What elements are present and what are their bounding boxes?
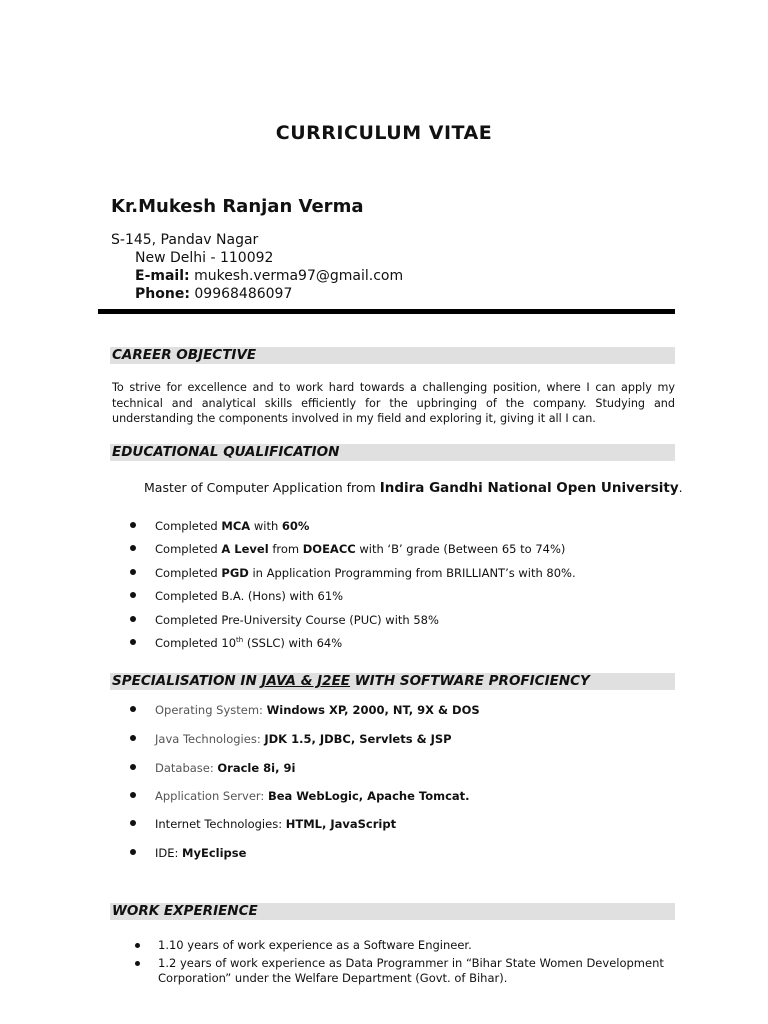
bullet-icon xyxy=(130,569,136,575)
bullet-icon xyxy=(130,639,136,645)
phone-value: 09968486097 xyxy=(194,286,293,302)
education-item: Completed B.A. (Hons) with 61% xyxy=(130,589,343,603)
work-item: 1.2 years of work experience as Data Programmer in “Bihar State Women Development Corporation” under the Welfare Department (Govt. of Bihar). xyxy=(135,956,675,986)
skill-item: Operating System: Windows XP, 2000, NT, 9X & DOS xyxy=(130,703,480,717)
education-item: Completed Pre-University Course (PUC) with 58% xyxy=(130,613,439,627)
work-item: 1.10 years of work experience as a Software Engineer. xyxy=(135,938,675,953)
skill-item: Java Technologies: JDK 1.5, JDBC, Servlets & JSP xyxy=(130,732,452,746)
skill-item: Application Server: Bea WebLogic, Apache Tomcat. xyxy=(130,789,470,803)
bullet-icon xyxy=(130,849,136,855)
document-title: CURRICULUM VITAE xyxy=(275,122,493,144)
address-line-2: New Delhi - 110092 xyxy=(135,250,274,266)
bullet-icon xyxy=(130,792,136,798)
section-work-experience: WORK EXPERIENCE xyxy=(110,903,675,920)
email-value: mukesh.verma97@gmail.com xyxy=(194,268,404,284)
email-label: E-mail xyxy=(135,268,185,284)
section-specialisation: SPECIALISATION IN JAVA & J2EE WITH SOFTWARE PROFICIENCY xyxy=(110,673,675,690)
bullet-icon xyxy=(130,706,136,712)
bullet-icon xyxy=(130,545,136,551)
email-line: E-mail: mukesh.verma97@gmail.com xyxy=(135,268,404,284)
section-career-objective: CAREER OBJECTIVE xyxy=(110,347,675,364)
bullet-icon xyxy=(130,592,136,598)
bullet-icon xyxy=(130,616,136,622)
bullet-icon xyxy=(130,764,136,770)
education-item: Completed PGD in Application Programming from BRILLIANT’s with 80%. xyxy=(130,566,576,580)
candidate-name: Kr.Mukesh Ranjan Verma xyxy=(111,196,364,217)
education-item: Completed 10th (SSLC) with 64% xyxy=(130,636,342,650)
bullet-icon xyxy=(135,961,140,966)
master-degree-line: Master of Computer Application from Indira Gandhi National Open University. xyxy=(144,480,683,496)
skill-item: Database: Oracle 8i, 9i xyxy=(130,761,295,775)
education-item: Completed MCA with 60% xyxy=(130,519,309,533)
phone-line: Phone: 09968486097 xyxy=(135,286,293,302)
section-education: EDUCATIONAL QUALIFICATION xyxy=(110,444,675,461)
bullet-icon xyxy=(130,522,136,528)
bullet-icon xyxy=(135,943,140,948)
skill-item: IDE: MyEclipse xyxy=(130,846,246,860)
university-name: Indira Gandhi National Open University xyxy=(379,480,679,496)
bullet-icon xyxy=(130,820,136,826)
header-divider xyxy=(98,309,675,314)
phone-label: Phone xyxy=(135,286,185,302)
address-line-1: S-145, Pandav Nagar xyxy=(111,232,259,248)
bullet-icon xyxy=(130,735,136,741)
career-objective-text: To strive for excellence and to work hard towards a challenging position, where I can apply my technical and analytical skills efficiently for the upbringing of the company. Studying and understanding the components involved in my field and exploring it, giving it all I can. xyxy=(112,381,675,425)
skill-item: Internet Technologies: HTML, JavaScript xyxy=(130,817,396,831)
education-item: Completed A Level from DOEACC with ‘B’ grade (Between 65 to 74%) xyxy=(130,542,565,556)
